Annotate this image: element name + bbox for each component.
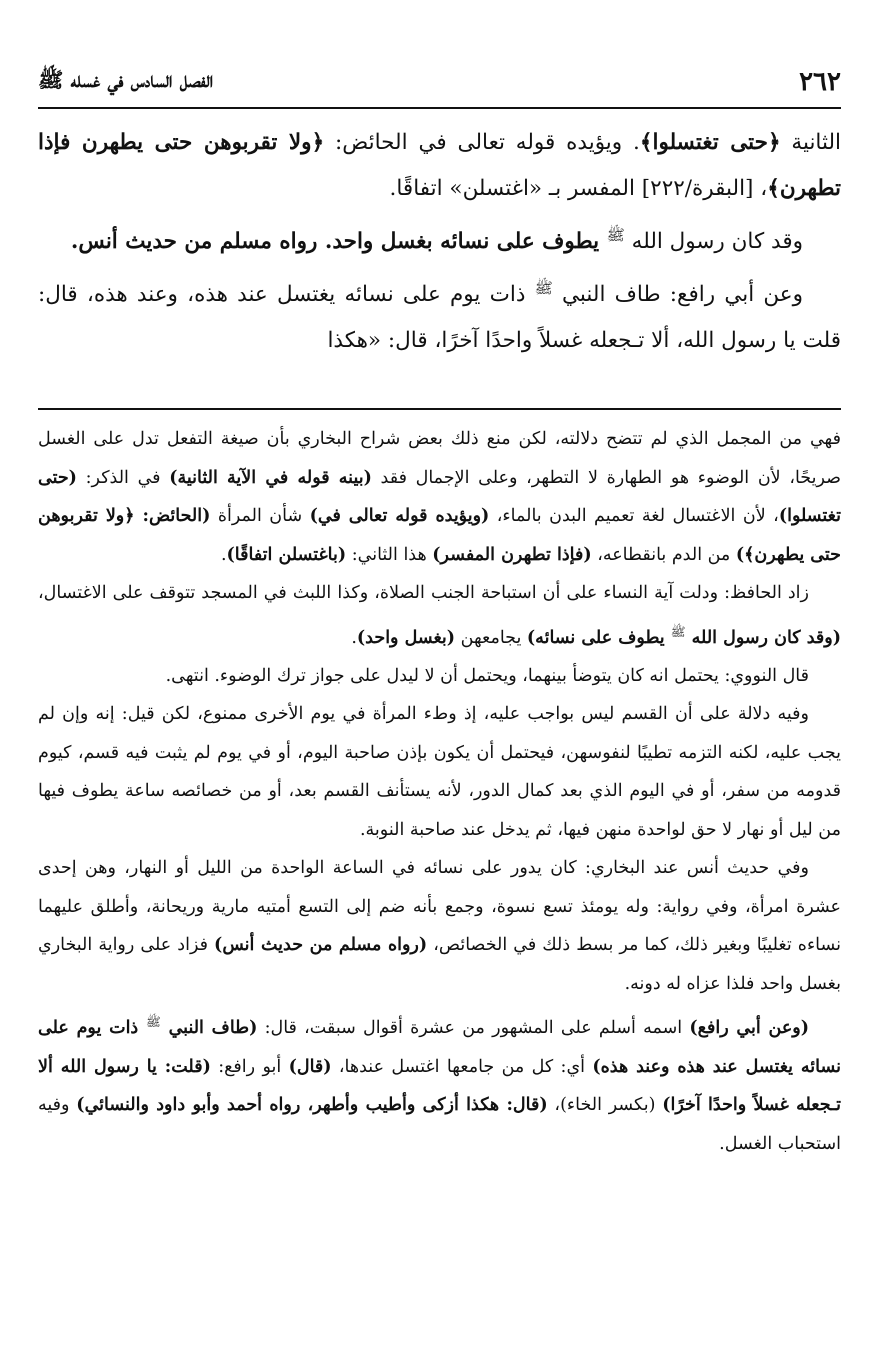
quoted-matn: (باغتسلن اتفاقًا) — [226, 544, 347, 565]
quoted-matn: ذات يوم على نسائه يغتسل عند هذه وعند هذه) — [38, 1018, 841, 1077]
page-header — [38, 64, 841, 100]
text-run: أبو رافع: — [210, 1056, 289, 1077]
text-run: زاد الحافظ: ودلت آية النساء على أن استباحة الجنب الصلاة، وكذا اللبث في المسجد تتوقف على الاغتسال، — [38, 583, 809, 603]
page-number: ٢٦٢ — [799, 67, 841, 97]
commentary-paragraph-6 — [38, 1003, 841, 1163]
commentary-text — [38, 420, 841, 1310]
quran-quote: ﴿ولا تقربوهن حتى يطهرن فإذا تطهرن﴾ — [38, 130, 841, 201]
quran-quote: ﴿حتى تغتسلوا﴾ — [639, 130, 781, 155]
text-run: من الدم بانقطاعه، — [591, 544, 736, 565]
text-run: ، [البقرة/٢٢٢] المفسر بـ «اغتسلن» اتفاقًا. — [389, 176, 768, 201]
quoted-matn: (وقد كان رسول الله — [685, 627, 841, 648]
hadith-text: يطوف على نسائه بغسل واحد. رواه مسلم من حديث أنس. — [70, 229, 607, 255]
text-run: وفي حديث أنس عند البخاري: كان يدور على نسائه في الساعة الواحدة من الليل أو النهار، وهن إحدى عشرة امرأة، وفي رواية: وله يومئذ تسع نسوة، وجمع بأنه ضم إلى التسع أمتيه مارية وريحانة، وأطلق عليهما نساءه تغليبًا وبغير ذلك، كما مر بسط ذلك في الخصائص، — [38, 858, 841, 956]
text-run: . — [220, 544, 227, 565]
main-paragraph-3 — [38, 265, 841, 364]
text-run: ، لأن الاغتسال لغة تعميم البدن بالماء، — [489, 506, 779, 526]
quoted-matn: (الحائض: ﴿ولا تقربوهن حتى يطهرن﴾) — [38, 506, 841, 565]
footnote-divider — [38, 408, 841, 410]
salutation-glyph: ﷺ — [606, 226, 625, 244]
quoted-matn: (قلت: يا رسول الله ألا تـجعله غسلاً واحدًا آخرًا) — [38, 1056, 841, 1116]
quoted-matn: (ويؤيده قوله تعالى في) — [309, 506, 490, 526]
text-run: أي: كل من جامعها اغتسل عندها، — [331, 1056, 593, 1077]
commentary-paragraph-3: قال النووي: يحتمل انه كان يتوضأ بينهما، ويحتمل أن لا ليدل على جواز ترك الوضوء. انتهى. — [165, 665, 809, 686]
salutation-glyph: ﷺ — [534, 279, 553, 298]
text-run: فهي من المجمل الذي لم تتضح دلالته، لكن منع ذلك بعض شراح البخاري بأن صيغة التفعل تدل على الغسل صريحًا، لأن الوضوء هو الطهارة لا التطهر، وعلى الإجمال فقد — [38, 429, 841, 488]
quoted-matn: (قال) — [288, 1056, 332, 1077]
text-run: وفيه استحباب الغسل. — [38, 1095, 841, 1154]
header-divider — [38, 107, 841, 109]
salutation-glyph: ﷺ — [670, 624, 686, 639]
text-run: ذات يوم على نسائه يغتسل عند هذه، وعند هذه، قال: قلت يا رسول الله، ألا تـجعله غسلاً واحدًا آخرًا، قال: «هكذا — [38, 282, 841, 354]
text-run: يجامعهن — [455, 627, 527, 648]
text-run: وعن أبي رافع: طاف النبي — [552, 282, 803, 308]
commentary-paragraph-2 — [38, 574, 841, 657]
quoted-matn: (قال: هكذا أزكى وأطيب وأطهر، رواه أحمد وأبو داود والنسائي) — [76, 1095, 548, 1116]
commentary-paragraph-1 — [38, 420, 841, 574]
text-run: (بكسر الخاء)، — [547, 1095, 663, 1116]
quoted-matn: (بينه قوله في الآية الثانية) — [169, 467, 372, 488]
text-run: وقد كان رسول الله — [624, 229, 803, 255]
text-run: في الذكر: — [76, 467, 170, 488]
text-run: . — [351, 627, 357, 648]
quoted-matn: (رواه مسلم من حديث أنس) — [214, 935, 428, 956]
main-paragraph-2 — [38, 212, 841, 265]
commentary-paragraph-5 — [38, 849, 841, 1003]
text-run: هذا الثاني: — [346, 544, 433, 565]
salutation-glyph: ﷺ — [146, 1015, 161, 1030]
text-run: شأن المرأة — [210, 506, 310, 526]
quoted-matn: (حتى تغتسلوا) — [38, 467, 841, 526]
main-text — [38, 120, 841, 392]
main-paragraph-1 — [38, 120, 841, 212]
quoted-matn: (وعن أبي رافع) — [689, 1018, 809, 1039]
quoted-matn: (طاف النبي — [160, 1018, 258, 1039]
quoted-matn: يطوف على نسائه) — [526, 627, 671, 648]
quoted-matn: (بغسل واحد) — [356, 627, 456, 648]
text-run: فزاد على رواية البخاري بغسل واحد فلذا عزاه له دونه. — [38, 935, 841, 994]
quoted-matn: (فإذا تطهرن المفسر) — [432, 544, 592, 565]
chapter-title: الفصل السادس في غسله ﷺ — [38, 66, 214, 92]
text-run: . ويؤيده قوله تعالى في الحائض: — [324, 130, 640, 155]
commentary-paragraph-4: وفيه دلالة على أن القسم ليس بواجب عليه، إذ وطء المرأة في يوم الأخرى ممنوع، لكن قيل: إنه وإن لم يجب عليه، لكنه التزمه تطيبًا لنفوسهن، فيحتمل أن يكون بإذن صاحبة اليوم، أو في يوم لم يثبت فيه قسم، كيوم قدومه من سفر، أو في اليوم الذي بعد كمال الدور، لأنه يستأنف القسم بعد، أو من خصائصه ساعة يطوف فيها من ليل أو نهار لا حق لواحدة منهن فيها، ثم يدخل عند صاحبة النوبة. — [38, 704, 841, 840]
text-run: الثانية — [780, 130, 841, 155]
text-run: اسمه أسلم على المشهور من عشرة أقوال سبقت، قال: — [257, 1018, 690, 1039]
